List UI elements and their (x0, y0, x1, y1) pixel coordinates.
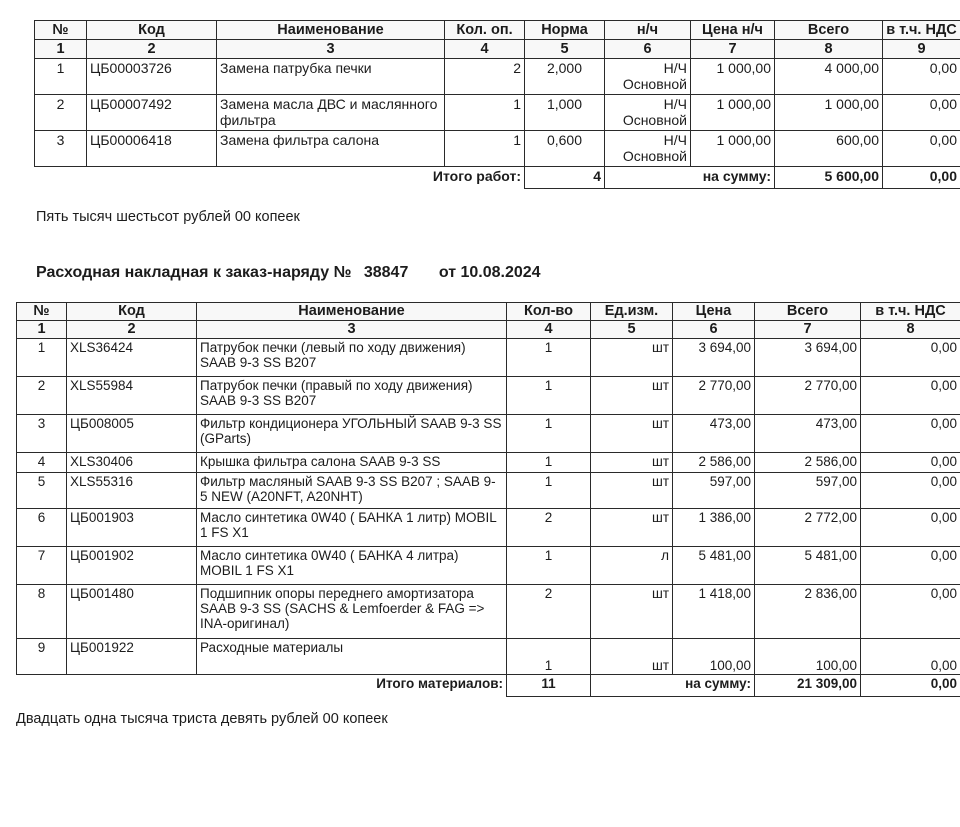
item-code: XLS36424 (67, 339, 197, 377)
item-name: Замена масла ДВС и маслянного фильтра (217, 95, 445, 131)
item-code: XLS55984 (67, 377, 197, 415)
item-unit: шт (591, 377, 673, 415)
table-row (35, 59, 960, 95)
invoice-date: от 10.08.2024 (438, 264, 541, 281)
table-row (17, 377, 960, 415)
item-norm: 2,000 (525, 59, 605, 95)
item-code: ЦБ00006418 (87, 131, 217, 167)
header-cell: Цена (673, 303, 755, 321)
header-cell: в т.ч. НДС (883, 21, 960, 40)
row-number: 2 (35, 95, 87, 131)
sum-vat: 0,00 (861, 675, 960, 697)
row-number: 5 (17, 473, 67, 509)
total-label: Итого работ: (432, 168, 521, 184)
table-row (17, 473, 960, 509)
item-total: 100,00 (755, 639, 861, 675)
table-row (17, 339, 960, 377)
column-number: 6 (605, 40, 691, 59)
item-name: Подшипник опоры переднего амортизатора SAAB 9-3 SS (SACHS & Lemfoerder & FAG => INA-оригинал) (197, 585, 507, 639)
item-code: ЦБ008005 (67, 415, 197, 453)
item-unit: Н/Ч Основной (605, 131, 691, 167)
table-row (17, 547, 960, 585)
item-norm: 1,000 (525, 95, 605, 131)
header-cell: № (35, 21, 87, 40)
materials-sum-in-words: Двадцать одна тысяча триста девять рублей 00 копеек (16, 711, 388, 727)
item-qty: 1 (507, 339, 591, 377)
invoice-title-text: Расходная накладная к заказ-наряду № (36, 264, 352, 281)
item-unit: шт (591, 453, 673, 473)
column-number: 3 (197, 321, 507, 339)
row-number: 9 (17, 639, 67, 675)
item-name: Крышка фильтра салона SAAB 9-3 SS (197, 453, 507, 473)
item-qty: 1 (507, 473, 591, 509)
item-price: 597,00 (673, 473, 755, 509)
invoice-title (36, 264, 541, 282)
item-norm: 0,600 (525, 131, 605, 167)
works-total-row (35, 167, 960, 189)
item-code: XLS55316 (67, 473, 197, 509)
header-cell: Наименование (197, 303, 507, 321)
row-number: 3 (17, 415, 67, 453)
item-name: Замена фильтра салона (217, 131, 445, 167)
header-cell: в т.ч. НДС (861, 303, 960, 321)
item-vat: 0,00 (883, 95, 960, 131)
header-cell: Кол. оп. (445, 21, 525, 40)
item-price: 1 386,00 (673, 509, 755, 547)
works-table (34, 20, 960, 189)
header-cell: Код (87, 21, 217, 40)
item-vat: 0,00 (861, 339, 960, 377)
materials-table (16, 302, 960, 697)
item-qty: 1 (507, 415, 591, 453)
column-number: 9 (883, 40, 960, 59)
item-vat: 0,00 (861, 377, 960, 415)
table-row (17, 415, 960, 453)
item-total: 2 836,00 (755, 585, 861, 639)
item-name: Фильтр масляный SAAB 9-3 SS B207 ; SAAB 9-5 NEW (A20NFT, A20NHT) (197, 473, 507, 509)
table-row (17, 585, 960, 639)
column-number: 4 (445, 40, 525, 59)
item-code: ЦБ001903 (67, 509, 197, 547)
item-price: 1 000,00 (691, 95, 775, 131)
item-price: 3 694,00 (673, 339, 755, 377)
header-cell: н/ч (605, 21, 691, 40)
item-total: 5 481,00 (755, 547, 861, 585)
item-name: Фильтр кондиционера УГОЛЬНЫЙ SAAB 9-3 SS (GParts) (197, 415, 507, 453)
item-vat: 0,00 (861, 547, 960, 585)
item-qty: 2 (507, 585, 591, 639)
item-vat: 0,00 (883, 131, 960, 167)
item-name: Масло синтетика 0W40 ( БАНКА 1 литр) MOBIL 1 FS X1 (197, 509, 507, 547)
header-cell: Всего (775, 21, 883, 40)
item-total: 473,00 (755, 415, 861, 453)
table-row (17, 509, 960, 547)
table-row (35, 131, 960, 167)
item-unit: шт (591, 473, 673, 509)
header-cell: № (17, 303, 67, 321)
item-vat: 0,00 (883, 59, 960, 95)
column-number: 4 (507, 321, 591, 339)
item-qty: 1 (445, 95, 525, 131)
item-unit: Н/Ч Основной (605, 95, 691, 131)
item-qty: 2 (445, 59, 525, 95)
header-cell: Всего (755, 303, 861, 321)
item-qty: 1 (507, 453, 591, 473)
header-cell: Норма (525, 21, 605, 40)
item-price: 2 770,00 (673, 377, 755, 415)
total-qty: 4 (525, 167, 605, 189)
sum-value: 21 309,00 (755, 675, 861, 697)
item-unit: шт (591, 339, 673, 377)
item-vat: 0,00 (861, 639, 960, 675)
row-number: 8 (17, 585, 67, 639)
item-qty: 2 (507, 509, 591, 547)
row-number: 1 (17, 339, 67, 377)
item-price: 1 000,00 (691, 59, 775, 95)
row-number: 7 (17, 547, 67, 585)
column-number: 6 (673, 321, 755, 339)
column-number: 1 (35, 40, 87, 59)
total-qty: 11 (507, 675, 591, 697)
sum-label: на сумму: (605, 167, 775, 189)
item-name: Масло синтетика 0W40 ( БАНКА 4 литра) MOBIL 1 FS X1 (197, 547, 507, 585)
materials-total-row (17, 675, 960, 697)
item-unit: шт (591, 509, 673, 547)
item-unit: шт (591, 639, 673, 675)
sum-value: 5 600,00 (775, 167, 883, 189)
sum-label: на сумму: (591, 675, 755, 697)
item-code: ЦБ001902 (67, 547, 197, 585)
item-name: Замена патрубка печки (217, 59, 445, 95)
row-number: 4 (17, 453, 67, 473)
header-cell: Кол-во (507, 303, 591, 321)
column-number: 8 (861, 321, 960, 339)
item-vat: 0,00 (861, 585, 960, 639)
column-number: 3 (217, 40, 445, 59)
item-total: 600,00 (775, 131, 883, 167)
item-total: 4 000,00 (775, 59, 883, 95)
item-unit: Н/Ч Основной (605, 59, 691, 95)
header-cell: Ед.изм. (591, 303, 673, 321)
materials-header (17, 303, 960, 339)
item-total: 1 000,00 (775, 95, 883, 131)
column-number: 5 (591, 321, 673, 339)
item-price: 1 000,00 (691, 131, 775, 167)
sum-vat: 0,00 (883, 167, 960, 189)
table-row (17, 453, 960, 473)
item-name: Расходные материалы (197, 639, 507, 675)
item-price: 473,00 (673, 415, 755, 453)
item-vat: 0,00 (861, 453, 960, 473)
item-code: ЦБ00007492 (87, 95, 217, 131)
item-code: XLS30406 (67, 453, 197, 473)
row-number: 6 (17, 509, 67, 547)
item-total: 597,00 (755, 473, 861, 509)
works-sum-in-words: Пять тысяч шестьсот рублей 00 копеек (36, 209, 300, 225)
column-number: 2 (67, 321, 197, 339)
invoice-number: 38847 (363, 264, 409, 281)
item-vat: 0,00 (861, 415, 960, 453)
item-code: ЦБ00003726 (87, 59, 217, 95)
item-name: Патрубок печки (правый по ходу движения) SAAB 9-3 SS B207 (197, 377, 507, 415)
item-total: 2 770,00 (755, 377, 861, 415)
item-price: 2 586,00 (673, 453, 755, 473)
item-vat: 0,00 (861, 509, 960, 547)
item-unit: шт (591, 585, 673, 639)
item-code: ЦБ001922 (67, 639, 197, 675)
works-header (35, 21, 960, 59)
total-label: Итого материалов: (376, 676, 503, 691)
item-price: 100,00 (673, 639, 755, 675)
item-price: 5 481,00 (673, 547, 755, 585)
row-number: 3 (35, 131, 87, 167)
item-total: 2 772,00 (755, 509, 861, 547)
column-number: 5 (525, 40, 605, 59)
item-qty: 1 (507, 639, 591, 675)
column-number: 7 (755, 321, 861, 339)
row-number: 2 (17, 377, 67, 415)
table-row (35, 95, 960, 131)
item-name: Патрубок печки (левый по ходу движения) SAAB 9-3 SS B207 (197, 339, 507, 377)
header-cell: Код (67, 303, 197, 321)
item-total: 2 586,00 (755, 453, 861, 473)
item-total: 3 694,00 (755, 339, 861, 377)
item-price: 1 418,00 (673, 585, 755, 639)
header-cell: Цена н/ч (691, 21, 775, 40)
item-qty: 1 (507, 547, 591, 585)
item-vat: 0,00 (861, 473, 960, 509)
header-cell: Наименование (217, 21, 445, 40)
item-qty: 1 (507, 377, 591, 415)
item-unit: шт (591, 415, 673, 453)
row-number: 1 (35, 59, 87, 95)
column-number: 8 (775, 40, 883, 59)
item-unit: л (591, 547, 673, 585)
item-qty: 1 (445, 131, 525, 167)
column-number: 2 (87, 40, 217, 59)
table-row (17, 639, 960, 675)
column-number: 1 (17, 321, 67, 339)
column-number: 7 (691, 40, 775, 59)
item-code: ЦБ001480 (67, 585, 197, 639)
